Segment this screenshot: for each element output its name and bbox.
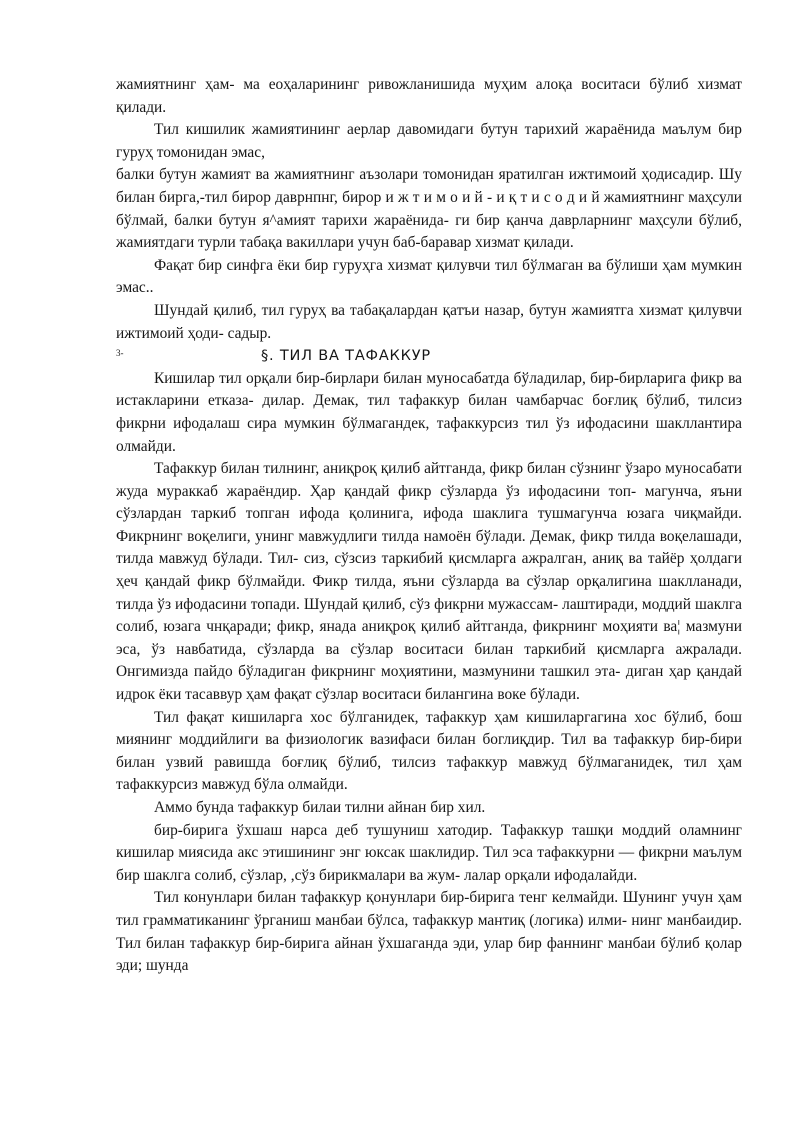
paragraph: бир-бирига ўхшаш нарса деб тушуниш хатодир. Тафаккур ташқи моддий оламнинг кишилар миясида акс этишининг энг юксак шаклидир. Тил эса тафаккурни — фикрни маълум бир шаклга солиб, сўзлар, ,сўз бирикмалари ва жум- лалар орқали ифодалайди. bbox=[116, 821, 742, 884]
paragraph: Тил кишилик жамиятининг аерлар давомидаги бутун тарихий жараёнида маълум бир гуруҳ томонидан эмас, bbox=[116, 121, 742, 161]
paragraph: Кишилар тил орқали бир-бирлари билан муносабатда бўладилар, бир-бирларига фикр ва истакларини етказа- дилар. Демак, тил тафаккур билан чамбарчас боғлиқ бўлиб, тилсиз фикрни ифодалаш сира мумкин бўлмагандек, тафаккурсиз тил ўз ифодасини шакллантира олмайди. bbox=[116, 369, 742, 455]
paragraph: Аммо бунда тафаккур билаи тилни айнан бир хил. bbox=[154, 799, 486, 816]
section-number: 3- bbox=[116, 348, 124, 359]
paragraph: Тафаккур билан тилнинг, аниқроқ қилиб айтганда, фикр билан сўзнинг ўзаро муносабати жуда мураккаб жараёндир. Ҳар қандай фикр сўзларда ўз ифодасини топ- магунча, яъни сўзлардан таркиб топган ифода қолинига, ифода шаклига тушмагунча юзага чиқмайди. Фикрнинг воқелиги, унинг мавжудлиги тилда намоён бўлади. Демак, фикр тилда воқелашади, тилда мавжуд бўлади. Тил- сиз, сўзсиз таркибий қисмларга ажралган, аниқ ва тайёр ҳолдаги ҳеч қандай фикр бўлмайди. Фикр тилда, яъни сўзларда ва сўзлар орқалигина шаклланади, тилда ўз ифодасини топади. Шундай қилиб, сўз фикрни мужассам- лаштиради, моддий шаклга солиб, юзага чнқаради; фикр, янада аниқроқ қилиб айтганда, фикрнинг моҳияти ва¦ мазмуни эса, ўз навбатида, сўзларда ва сўзлар воситаси билан таркибий қисмларга ажралади. Онгимизда пайдо бўладиган фикрнинг моҳиятини, мазмунини ташкил эта- диган ҳар қандай идрок ёки тасаввур ҳам фақат сўзлар воситаси билангина воке бўлади. bbox=[116, 460, 742, 704]
section-heading bbox=[116, 345, 742, 368]
paragraph: балки бутун жамият ва жамиятнинг аъзолари томонидан яратилган ижтимоий ҳодисадир. Шу билан бирга,-тил бирор даврнпнг, бирор и ж т и м о и й - и қ т и с о д и й жамиятнинг маҳсули бўлмай, балки бутун я^амият тарихи жараёнида- ги бир қанча даврларнинг маҳсули бўлиб, жамиятдаги турли табақа вакиллари учун баб-баравар хизмат қилади. bbox=[116, 166, 742, 252]
paragraph: Тил конунлари билан тафаккур қонунлари бир-бирига тенг келмайди. Шунинг учун ҳам тил грамматиканинг ўрганиш манбаи бўлса, тафаккур мантиқ (логика) илми- нинг манбаидир. Тил билан тафаккур бир-бирига айнан ўхшаганда эди, улар бир фаннинг манбаи бўлиб қолар эди; шунда bbox=[116, 889, 742, 975]
document-page bbox=[116, 74, 742, 978]
paragraph: Фақат бир синфга ёки бир гуруҳга хизмат қилувчи тил бўлмаган ва бўлиши ҳам мумкин эмас.. bbox=[116, 256, 742, 297]
paragraph: Тил фақат кишиларга хос бўлганидек, тафаккур ҳам кишиларгагина хос бўлиб, бош миянинг моддийлиги ва физиологик вазифаси билан боглиқдир. Тил ва тафаккур бир-бири билан узвий равишда боғлиқ бўлиб, тилсиз тафаккур мавжуд бўлмаганидек, тил ҳам тафаккурсиз мавжуд бўла олмайди. bbox=[116, 708, 742, 794]
paragraph: Шундай қилиб, тил гуруҳ ва табақалардан қатъи назар, бутун жамиятга хизмат қилувчи ижтимоий ҳоди- садыр. bbox=[116, 301, 742, 342]
section-title: §. ТИЛ ВА ТАФАККУР bbox=[261, 348, 431, 365]
paragraph: жамиятнинг ҳам- ма еоҳаларининг ривожланишида муҳим алоқа воситаси бўлиб хизмат қилади. bbox=[116, 76, 742, 116]
